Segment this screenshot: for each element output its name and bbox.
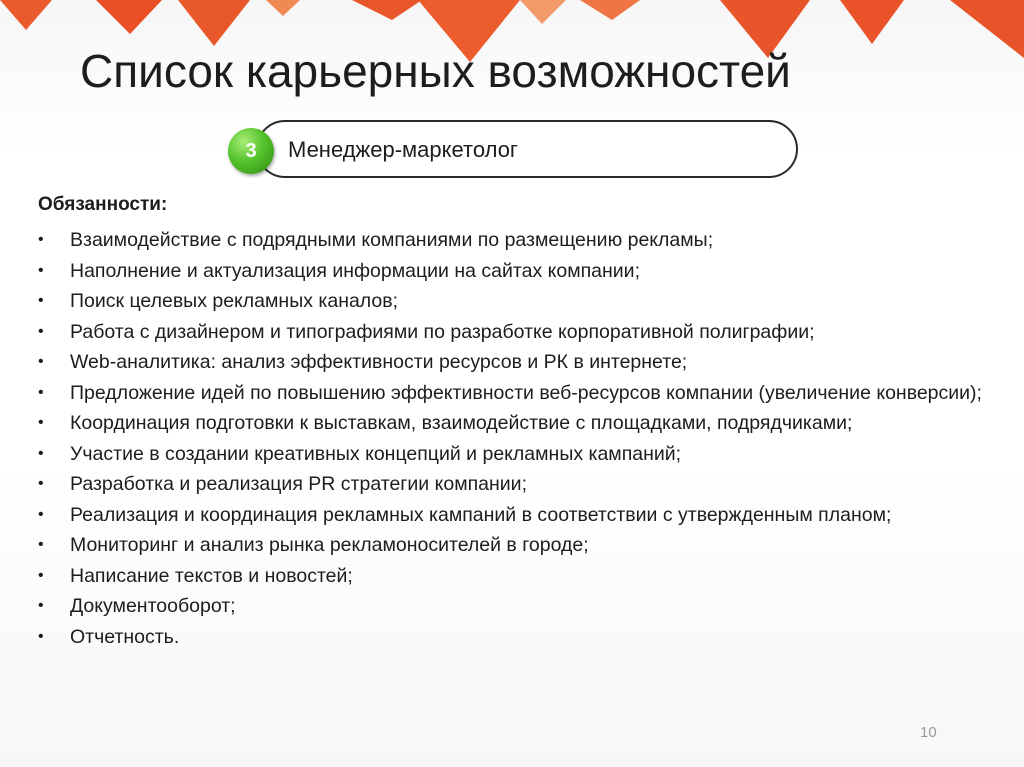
duty-text: Координация подготовки к выставкам, взаимодействие с площадками, подрядчиками; bbox=[70, 412, 853, 434]
duties-heading: Обязанности: bbox=[38, 194, 168, 215]
list-item bbox=[38, 408, 998, 439]
list-item bbox=[38, 347, 998, 378]
list-item bbox=[38, 469, 998, 500]
bunting-flag bbox=[950, 0, 1024, 58]
role-name: Менеджер-маркетолог bbox=[288, 137, 518, 162]
duty-text: Участие в создании креативных концепций и рекламных кампаний; bbox=[70, 442, 682, 465]
role-pill bbox=[256, 120, 798, 178]
list-item bbox=[38, 561, 998, 592]
bullet-icon: • bbox=[38, 475, 44, 492]
bullet-icon: • bbox=[38, 383, 44, 401]
bunting-flag bbox=[520, 0, 566, 24]
duty-text: Web-аналитика: анализ эффективности ресурсов и РК в интернете; bbox=[70, 351, 688, 373]
list-item bbox=[38, 317, 998, 348]
duty-text: Отчетность. bbox=[70, 625, 180, 648]
bunting-flag bbox=[178, 0, 250, 46]
duty-text: Документооборот; bbox=[70, 595, 236, 617]
bullet-icon: • bbox=[38, 231, 44, 248]
bullet-icon: • bbox=[38, 322, 44, 340]
duty-text: Реализация и координация рекламных кампаний в соответствии с утвержденным планом; bbox=[70, 503, 892, 526]
bullet-icon: • bbox=[38, 627, 44, 645]
list-item bbox=[38, 256, 998, 287]
bunting-flag bbox=[266, 0, 300, 16]
duty-text: Поиск целевых рекламных каналов; bbox=[70, 290, 399, 312]
list-item bbox=[38, 378, 998, 409]
list-item bbox=[38, 530, 998, 561]
list-item bbox=[38, 622, 998, 653]
role-number-badge: 3 bbox=[228, 128, 274, 174]
bunting-flag bbox=[0, 0, 52, 30]
bullet-icon: • bbox=[38, 536, 44, 553]
duty-text: Написание текстов и новостей; bbox=[70, 564, 353, 587]
bunting-flag bbox=[580, 0, 640, 20]
bullet-icon: • bbox=[38, 597, 44, 614]
list-item bbox=[38, 286, 998, 317]
bunting-flag bbox=[96, 0, 162, 34]
bullet-icon: • bbox=[38, 261, 44, 279]
bunting-flag bbox=[352, 0, 422, 20]
bullet-icon: • bbox=[38, 414, 44, 431]
duties-list bbox=[38, 225, 998, 652]
duty-text: Взаимодействие с подрядными компаниями по размещению рекламы; bbox=[70, 229, 714, 251]
bullet-icon: • bbox=[38, 444, 44, 462]
slide-title: Список карьерных возможностей bbox=[80, 45, 791, 97]
list-item bbox=[38, 439, 998, 470]
list-item bbox=[38, 500, 998, 531]
bullet-icon: • bbox=[38, 292, 44, 309]
duty-text: Наполнение и актуализация информации на сайтах компании; bbox=[70, 259, 640, 282]
bullet-icon: • bbox=[38, 353, 44, 370]
duty-text: Работа с дизайнером и типографиями по разработке корпоративной полиграфии; bbox=[70, 320, 815, 343]
bullet-icon: • bbox=[38, 505, 44, 523]
page-number: 10 bbox=[920, 724, 937, 741]
list-item bbox=[38, 591, 998, 622]
duty-text: Предложение идей по повышению эффективности веб-ресурсов компании (увеличение конверсии); bbox=[70, 381, 982, 404]
bullet-icon: • bbox=[38, 566, 44, 584]
duty-text: Мониторинг и анализ рынка рекламоносителей в городе; bbox=[70, 534, 589, 556]
bunting-flag bbox=[840, 0, 904, 44]
list-item bbox=[38, 225, 998, 256]
duty-text: Разработка и реализация PR стратегии компании; bbox=[70, 473, 527, 495]
